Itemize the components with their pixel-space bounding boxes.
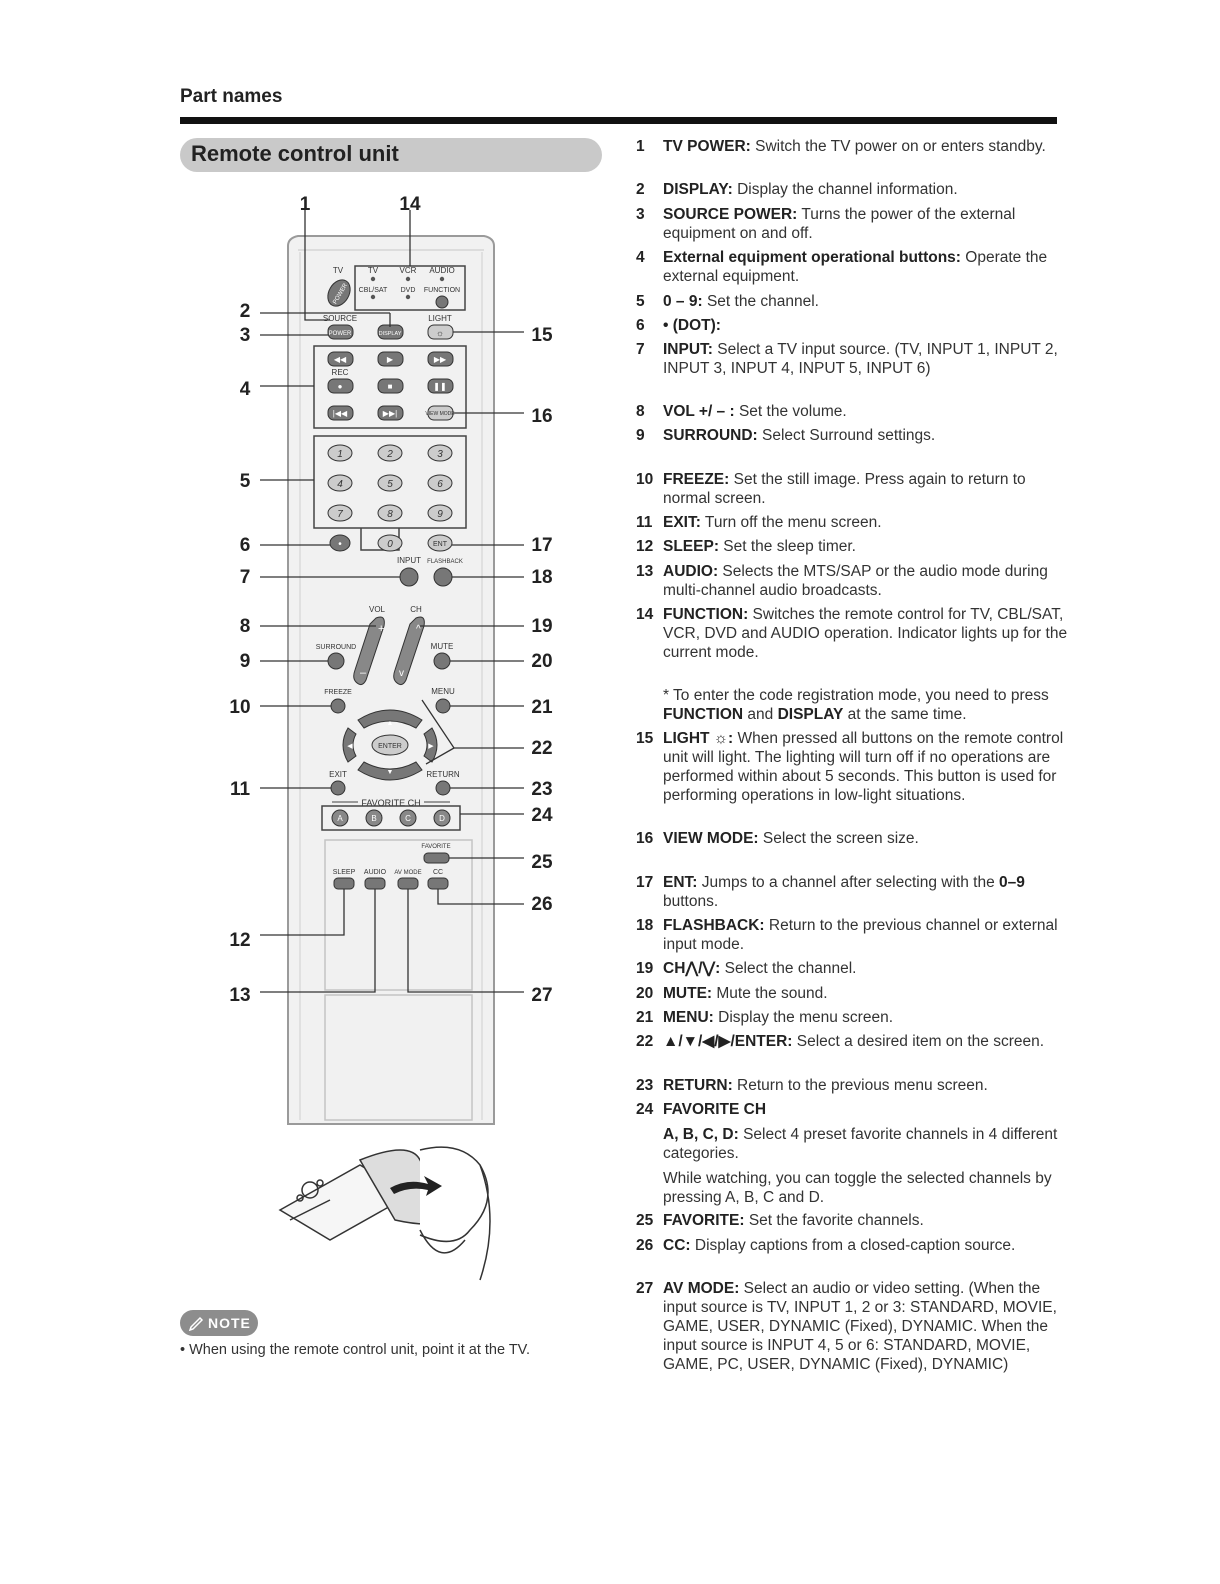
sleep-button[interactable] bbox=[334, 878, 354, 889]
audio2-label: AUDIO bbox=[363, 869, 387, 876]
sleep-label: SLEEP bbox=[332, 869, 356, 876]
vol-label: VOL bbox=[368, 605, 386, 614]
mute-button[interactable] bbox=[434, 653, 450, 669]
list-item: 11 EXIT: Turn off the menu screen. bbox=[636, 514, 882, 531]
stop-icon: ■ bbox=[387, 382, 393, 391]
digit-0-label: 0 bbox=[387, 539, 393, 550]
light-label: LIGHT bbox=[428, 314, 452, 323]
fast-forward-icon: ▶▶ bbox=[433, 355, 447, 364]
pause-icon: ❚❚ bbox=[433, 382, 447, 391]
list-item: 15 LIGHT ☼: When pressed all buttons on the remote control unit will light. The lighting will turn off if no operations are performed within about 5 seconds. This button is used for performing operations in low-light situations. bbox=[636, 730, 1064, 804]
avmode-label: AV MODE bbox=[394, 870, 422, 876]
exit-label: EXIT bbox=[329, 770, 347, 779]
audio-label: AUDIO bbox=[429, 266, 455, 275]
list-item: 6 • (DOT): bbox=[636, 317, 721, 334]
nav-up-icon: ▲ bbox=[386, 720, 394, 727]
list-item: 17 ENT: Jumps to a channel after selecting with the 0–9 buttons. bbox=[636, 874, 1025, 910]
vol-minus-icon: – bbox=[360, 667, 367, 679]
view-mode-label: VIEW MODE bbox=[425, 411, 455, 417]
callout-19: 19 bbox=[531, 616, 553, 637]
favorite-label: FAVORITE bbox=[421, 844, 451, 850]
list-item: 1 TV POWER: Switch the TV power on or enters standby. bbox=[636, 138, 1046, 155]
digit-5-label: 5 bbox=[387, 479, 393, 490]
cblsat-label: CBL/SAT bbox=[358, 287, 388, 294]
list-item: 23 RETURN: Return to the previous menu screen. bbox=[636, 1077, 988, 1094]
callout-14: 14 bbox=[399, 194, 421, 215]
list-item: 12 SLEEP: Set the sleep timer. bbox=[636, 538, 856, 555]
exit-button[interactable] bbox=[331, 781, 345, 795]
callout-9: 9 bbox=[239, 651, 251, 672]
tv-label: TV bbox=[332, 266, 344, 275]
digit-9-label: 9 bbox=[437, 509, 443, 520]
source-label: SOURCE bbox=[322, 314, 358, 323]
favorite-button[interactable] bbox=[424, 853, 449, 863]
list-item: 27 AV MODE: Select an audio or video setting. (When the input source is TV, INPUT 1, 2 or 3: STANDARD, MOVIE, GAME, USER, DYNAMIC (Fixed), DYNAMIC. When the input source is INPUT 4, 5 or 6: STANDARD, MOVIE, GAME, PC, USER, DYNAMIC (Fixed), DYNAMIC) bbox=[636, 1280, 1057, 1373]
rewind-icon: ◀◀ bbox=[333, 355, 347, 364]
cc-button[interactable] bbox=[428, 878, 448, 889]
callout-3: 3 bbox=[239, 325, 251, 346]
ent-label: ENT bbox=[433, 541, 447, 548]
rec-icon: ● bbox=[337, 382, 343, 391]
callout-11: 11 bbox=[229, 779, 251, 800]
vcr-label: VCR bbox=[399, 266, 417, 275]
callout-16: 16 bbox=[531, 406, 553, 427]
callout-10: 10 bbox=[229, 697, 251, 718]
favorite-c-label: C bbox=[405, 814, 411, 823]
list-item: 20 MUTE: Mute the sound. bbox=[636, 985, 828, 1002]
callout-12: 12 bbox=[229, 930, 251, 951]
callout-24: 24 bbox=[531, 805, 553, 826]
ch-up-icon: ^ bbox=[416, 624, 421, 635]
flashback-button[interactable] bbox=[434, 568, 452, 586]
nav-right-icon: ▶ bbox=[428, 743, 434, 750]
favorite-b-label: B bbox=[371, 814, 377, 823]
surround-label: SURROUND bbox=[315, 644, 357, 651]
skip-back-icon: |◀◀ bbox=[332, 409, 348, 418]
digit-6-label: 6 bbox=[437, 479, 443, 490]
list-item: 8 VOL +/ – : Set the volume. bbox=[636, 403, 847, 420]
list-item: 22 ▲/▼/◀/▶/ENTER: Select a desired item on the screen. bbox=[636, 1033, 1045, 1050]
vol-plus-icon: + bbox=[378, 623, 385, 635]
avmode-button[interactable] bbox=[398, 878, 418, 889]
list-item: 4 External equipment operational buttons: Operate the external equipment. bbox=[636, 249, 1048, 285]
tv-power-label: POWER bbox=[332, 282, 349, 306]
callout-27: 27 bbox=[531, 985, 553, 1006]
list-item: 25 FAVORITE: Set the favorite channels. bbox=[636, 1212, 924, 1229]
callout-4: 4 bbox=[239, 379, 251, 400]
rec-label: REC bbox=[331, 368, 349, 377]
list-item: 21 MENU: Display the menu screen. bbox=[636, 1009, 894, 1026]
cc-label: CC bbox=[432, 869, 444, 876]
return-button[interactable] bbox=[436, 781, 450, 795]
callout-7: 7 bbox=[239, 567, 251, 588]
callout-17: 17 bbox=[531, 535, 553, 556]
battery-cover-illustration bbox=[280, 1147, 490, 1280]
skip-forward-icon: ▶▶| bbox=[382, 409, 398, 418]
function-button[interactable] bbox=[436, 296, 448, 308]
note-badge bbox=[180, 1310, 258, 1336]
list-item: 19 CH⋀/⋁: Select the channel. bbox=[636, 960, 857, 977]
list-item: 18 FLASHBACK: Return to the previous channel or external input mode. bbox=[636, 917, 1058, 953]
source-power-label: POWER bbox=[328, 331, 352, 337]
list-item: 14 FUNCTION: Switches the remote control for TV, CBL/SAT, VCR, DVD and AUDIO operation. Indicator lights up for the current mode. bbox=[636, 606, 1068, 661]
list-item: 5 0 – 9: Set the channel. bbox=[636, 293, 819, 310]
callout-26: 26 bbox=[531, 894, 553, 915]
callout-13: 13 bbox=[229, 985, 251, 1006]
callout-2: 2 bbox=[239, 301, 251, 322]
callout-22: 22 bbox=[531, 738, 553, 759]
flashback-label: FLASHBACK bbox=[427, 559, 463, 565]
callout-6: 6 bbox=[239, 535, 251, 556]
mute-label: MUTE bbox=[430, 642, 454, 651]
pencil-icon bbox=[188, 1313, 206, 1331]
freeze-button[interactable] bbox=[331, 699, 345, 713]
favorite-ch-label: FAVORITE CH bbox=[361, 798, 421, 808]
list-item: 13 AUDIO: Selects the MTS/SAP or the audio mode during multi-channel audio broadcasts. bbox=[636, 563, 1048, 599]
nav-down-icon: ▼ bbox=[386, 769, 394, 776]
light-icon: ☼ bbox=[435, 328, 445, 338]
nav-left-icon: ◀ bbox=[347, 743, 353, 750]
input-button[interactable] bbox=[400, 568, 418, 586]
header-rule bbox=[180, 117, 1057, 124]
callout-8: 8 bbox=[239, 616, 251, 637]
section-heading-label: Remote control unit bbox=[191, 141, 399, 166]
digit-8-label: 8 bbox=[387, 509, 393, 520]
enter-label: ENTER bbox=[378, 743, 402, 750]
ch-down-icon: v bbox=[399, 668, 404, 679]
list-item: 2 DISPLAY: Display the channel information. bbox=[636, 181, 958, 198]
dvd-label: DVD bbox=[400, 287, 416, 294]
function-label: FUNCTION bbox=[423, 287, 461, 294]
callout-5: 5 bbox=[239, 471, 251, 492]
callout-1: 1 bbox=[299, 194, 311, 215]
digit-4-label: 4 bbox=[337, 479, 343, 490]
favorite-a-label: A bbox=[337, 814, 343, 823]
digit-3-label: 3 bbox=[437, 449, 443, 460]
dot-icon: • bbox=[338, 539, 342, 550]
surround-button[interactable] bbox=[328, 653, 344, 669]
input-label: INPUT bbox=[397, 556, 421, 565]
menu-label: MENU bbox=[431, 687, 455, 696]
display-label: DISPLAY bbox=[378, 331, 402, 337]
list-item: 16 VIEW MODE: Select the screen size. bbox=[636, 830, 919, 847]
menu-button[interactable] bbox=[436, 699, 450, 713]
freeze-label: FREEZE bbox=[324, 689, 352, 696]
callout-23: 23 bbox=[531, 779, 553, 800]
remote-figure bbox=[180, 180, 600, 1300]
favorite-d-label: D bbox=[439, 814, 445, 823]
note-text: • When using the remote control unit, point it at the TV. bbox=[180, 1342, 531, 1358]
tv-mode-label: TV bbox=[367, 266, 379, 275]
list-item-note: * To enter the code registration mode, you need to press FUNCTION and DISPLAY at the same time. bbox=[663, 687, 1049, 723]
list-item: 3 SOURCE POWER: Turns the power of the external equipment on and off. bbox=[636, 206, 1016, 242]
callout-20: 20 bbox=[531, 651, 553, 672]
audio-button[interactable] bbox=[365, 878, 385, 889]
list-item: 7 INPUT: Select a TV input source. (TV, INPUT 1, INPUT 2, INPUT 3, INPUT 4, INPUT 5, INPUT 6) bbox=[636, 341, 1058, 377]
callout-15: 15 bbox=[531, 325, 553, 346]
digit-1-label: 1 bbox=[337, 449, 343, 460]
ch-label: CH bbox=[410, 605, 422, 614]
digit-2-label: 2 bbox=[387, 449, 393, 460]
note-badge-label: NOTE bbox=[208, 1315, 251, 1331]
play-icon: ▶ bbox=[386, 355, 394, 364]
callout-25: 25 bbox=[531, 852, 553, 873]
page-section-title: Part names bbox=[180, 86, 283, 107]
callout-21: 21 bbox=[531, 697, 553, 718]
list-item: 24 FAVORITE CH A, B, C, D: Select 4 preset favorite channels in 4 different categories. While watching, you can toggle the selected channels by pressing A, B, C and D. bbox=[636, 1101, 1058, 1206]
return-label: RETURN bbox=[426, 770, 460, 779]
digit-7-label: 7 bbox=[337, 509, 343, 520]
list-item: 10 FREEZE: Set the still image. Press again to return to normal screen. bbox=[636, 471, 1026, 507]
section-heading bbox=[180, 138, 602, 172]
list-item: 26 CC: Display captions from a closed-caption source. bbox=[636, 1237, 1016, 1254]
list-item: 9 SURROUND: Select Surround settings. bbox=[636, 427, 936, 444]
remote-body bbox=[288, 236, 494, 1124]
callout-18: 18 bbox=[531, 567, 553, 588]
